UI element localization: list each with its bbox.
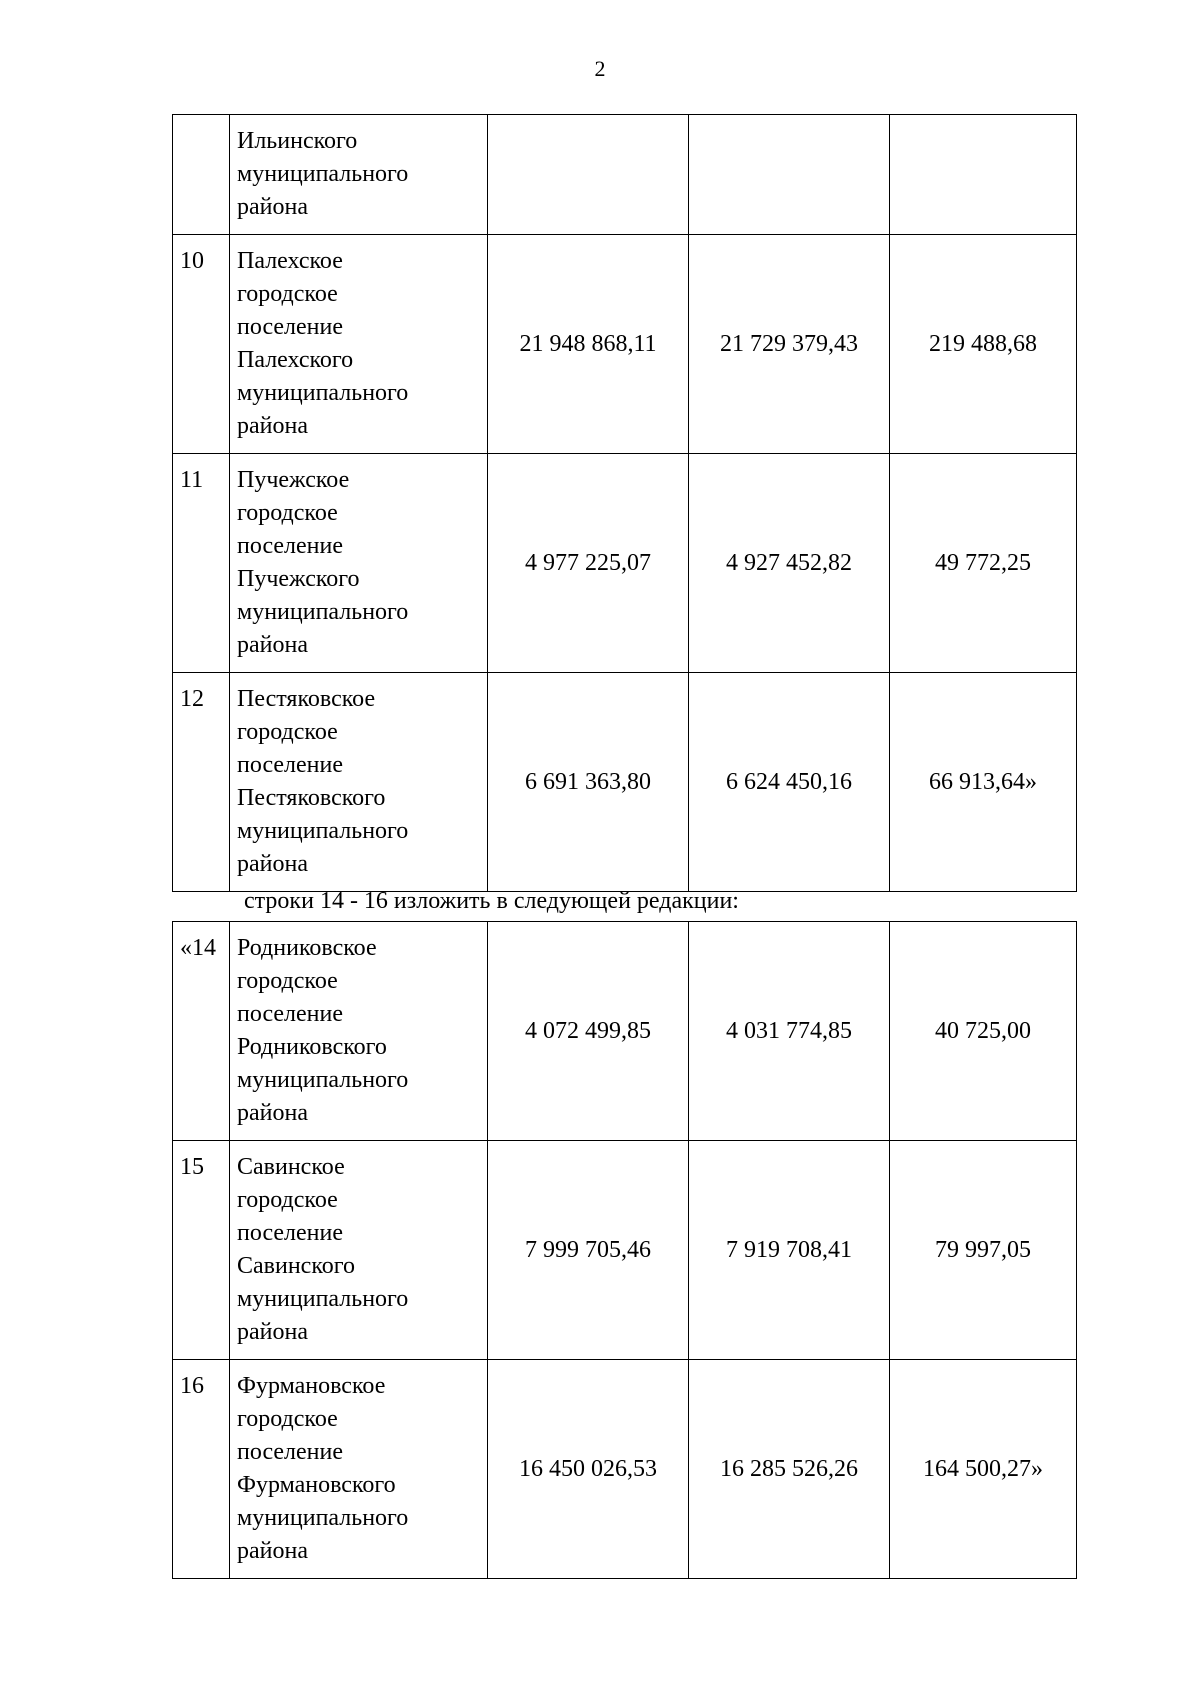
amount-part-a: 4 927 452,82 xyxy=(689,454,890,673)
row-number: 12 xyxy=(173,673,230,892)
total-amount: 4 977 225,07 xyxy=(488,454,689,673)
amount-part-b: 66 913,64» xyxy=(890,673,1077,892)
row-number: 11 xyxy=(173,454,230,673)
row-number xyxy=(173,115,230,235)
total-amount: 21 948 868,11 xyxy=(488,235,689,454)
municipality-name: Ильинского муниципального района xyxy=(230,115,488,235)
table-row xyxy=(173,922,1077,1141)
row-number: 15 xyxy=(173,1141,230,1360)
table-row xyxy=(173,673,1077,892)
amount-part-a xyxy=(689,115,890,235)
municipality-name: Пучежское городское поселение Пучежского муниципального района xyxy=(230,454,488,673)
total-amount: 16 450 026,53 xyxy=(488,1360,689,1579)
amount-part-b: 40 725,00 xyxy=(890,922,1077,1141)
municipality-name: Савинское городское поселение Савинского муниципального района xyxy=(230,1141,488,1360)
municipal-funding-table-continued xyxy=(172,114,1077,892)
amount-part-b: 79 997,05 xyxy=(890,1141,1077,1360)
amount-part-a: 21 729 379,43 xyxy=(689,235,890,454)
municipal-funding-table-amended xyxy=(172,921,1077,1579)
amendment-instruction: строки 14 - 16 изложить в следующей редакции: xyxy=(244,888,739,914)
amount-part-a: 4 031 774,85 xyxy=(689,922,890,1141)
row-number: «14 xyxy=(173,922,230,1141)
row-number: 10 xyxy=(173,235,230,454)
municipality-name: Родниковское городское поселение Родниковского муниципального района xyxy=(230,922,488,1141)
amount-part-b xyxy=(890,115,1077,235)
row-number: 16 xyxy=(173,1360,230,1579)
amount-part-b: 219 488,68 xyxy=(890,235,1077,454)
total-amount: 4 072 499,85 xyxy=(488,922,689,1141)
table-row xyxy=(173,1141,1077,1360)
table-row xyxy=(173,454,1077,673)
table-row xyxy=(173,1360,1077,1579)
total-amount: 6 691 363,80 xyxy=(488,673,689,892)
page-number: 2 xyxy=(594,56,606,81)
table-row xyxy=(173,115,1077,235)
amount-part-a: 7 919 708,41 xyxy=(689,1141,890,1360)
table-row xyxy=(173,235,1077,454)
amount-part-b: 49 772,25 xyxy=(890,454,1077,673)
amount-part-b: 164 500,27» xyxy=(890,1360,1077,1579)
municipality-name: Фурмановское городское поселение Фурмановского муниципального района xyxy=(230,1360,488,1579)
total-amount xyxy=(488,115,689,235)
amount-part-a: 6 624 450,16 xyxy=(689,673,890,892)
municipality-name: Пестяковское городское поселение Пестяковского муниципального района xyxy=(230,673,488,892)
municipality-name: Палехское городское поселение Палехского муниципального района xyxy=(230,235,488,454)
amount-part-a: 16 285 526,26 xyxy=(689,1360,890,1579)
total-amount: 7 999 705,46 xyxy=(488,1141,689,1360)
